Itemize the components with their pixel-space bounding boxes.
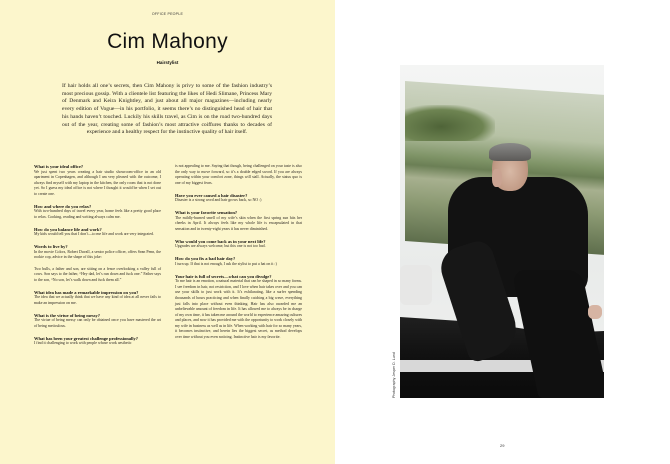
answer — [175, 216, 302, 233]
section-label: OFFICE PEOPLE — [151, 12, 184, 16]
article-title: Cim Mahony — [107, 30, 228, 53]
qa-block — [34, 204, 161, 221]
answer-paragraph: Disaster is a strong word and hair grows back, so NO :) — [175, 198, 262, 203]
answer — [175, 262, 302, 268]
answer — [175, 164, 302, 186]
qa-block — [175, 193, 302, 204]
question: What idea has made a remarkable impression on you? — [34, 289, 139, 295]
answer-paragraph: is not appealing to me. Saying that though, being challenged on your taste is also the only way to move forward, so it’s a double edged sword. If you are always operating within your comfort zone, things will stall. Actually, the status quo is one of my biggest fears. — [175, 164, 302, 185]
answer-paragraph: Two bulls, a father and son, are sitting on a fence overlooking a valley full of cows. Son says to the father, “Hey dad, let’s run down and fuck one.” Father says to the son, “No son, let’s walk down and fuck them all.” — [34, 266, 161, 282]
article-subtitle: Hairstylist — [156, 60, 179, 65]
answer-paragraph: I find it challenging to work with people whose work aesthetic — [34, 341, 132, 346]
qa-block — [34, 290, 161, 307]
qa-block — [175, 256, 302, 267]
qa-block — [34, 227, 161, 238]
question: What has been your greatest challenge professionally? — [34, 335, 139, 341]
answer — [34, 232, 161, 238]
answer-paragraph: I turn up. If that is not enough, I ask the stylist to put a hat on it :) — [175, 261, 277, 266]
question: Have you ever caused a hair disaster? — [175, 192, 248, 198]
answer-paragraph: We just spent two years creating a hair studio showroom-office in an old apartment in Copenhagen, and although I am very pleased with the outcome, I always find myself with my laptop in the kitchen, the only room that is not done yet. So I guess my ideal office is not where I thought it would be when I set out to create one. — [34, 169, 161, 196]
qa-block — [34, 313, 161, 330]
answer-paragraph: The virtue of being messy can only be obtained once you have mastered the art of being meticulous. — [34, 318, 161, 328]
landscape-trees — [405, 105, 495, 141]
question: What is the virtue of being messy? — [34, 312, 100, 318]
qa-block — [175, 210, 302, 232]
person-hand-on-cheek — [492, 169, 502, 187]
answer-paragraph: With two-hundred days of travel every year, home feels like a pretty good place to relax. Cooking, reading and writing always calm me. — [34, 209, 161, 219]
qa-block — [175, 239, 302, 250]
qa-block — [34, 164, 161, 197]
question: What is your ideal office? — [34, 164, 84, 169]
qa-block — [34, 336, 161, 347]
qa-block — [34, 244, 161, 283]
answer-paragraph: To me hair is an emotion, a natural material that can be shaped in so many forms. I see freedom in hair, not restriction, and I love when hair takes over and you can use your skills to just work with it. It’s exhilarating, like a surfer spending thousands of hours practicing and when finally catching a big wave, everything just falls into place without even thinking. Hair has also awarded me an unbelievable amount of freedom in life. It has allowed me to always be in charge of my own time, it has taken me around the world to experience amazing cultures and places, and now it has provided me with the opportunity to work closely with my wife in business as well as in life. When working with hair for so many years, it becomes instinctive, and herein lies the biggest secret, as method develops over time without you even noticing. Instinctive hair is my favorite. — [175, 279, 302, 339]
intro-paragraph: If hair holds all one’s secrets, then Cim Mahony is privy to some of the fashion industry’s most precious gossip. With a clientele list featuring the likes of Hedi Slimane, Princess Mary of Denmark and Keira Knightley, and just about all major magazines—including nearly every edition of Vogue—in his portfolio, it seems there’s no distinguished head of hair that his hands haven’t touched. Luckily his skills travel, as Cim is on the road two-hundred days out of the year, creating some of fashion’s most attractive coiffures thanks to decades of experience and a healthy respect for the instinctive quality of hair itself. — [62, 83, 272, 136]
answer-paragraph: Upgrades are always welcome, but this one is not too bad. — [175, 244, 266, 249]
answer — [34, 250, 161, 283]
question: How do you balance life and work? — [34, 226, 102, 232]
question: Words to live by? — [34, 244, 68, 250]
photo-credit: Photography Jesper D. Lund — [392, 352, 396, 398]
answer — [175, 244, 302, 250]
page-number: 29 — [500, 443, 505, 448]
chair-white-part — [400, 265, 432, 305]
qa-block — [175, 274, 302, 341]
interview-column-2 — [175, 164, 302, 347]
answer — [34, 170, 161, 198]
answer — [175, 198, 302, 204]
qa-block — [175, 164, 302, 186]
answer-paragraph: In the movie Colors, Robert Duvall, a senior police officer, offers Sean Penn, the rookie cop, advice in the shape of this joke: — [34, 249, 161, 260]
answer — [34, 295, 161, 306]
answer — [175, 279, 302, 340]
person-hand — [588, 305, 602, 319]
answer — [34, 341, 161, 347]
question: Who would you come back as in your next life? — [175, 238, 266, 244]
portrait-photo — [400, 65, 604, 398]
question: How and where do you relax? — [34, 203, 92, 209]
answer — [34, 209, 161, 220]
question: Your hair is full of secrets—what can you divulge? — [175, 273, 272, 279]
interview-column-1 — [34, 164, 161, 353]
answer-paragraph: The idea that we actually think that we have any kind of idea at all never fails to make an impression on me. — [34, 295, 161, 305]
answer-paragraph: My kids would tell you that I don’t—to me life and work are very integrated. — [34, 232, 154, 237]
question: What is your favorite sensation? — [175, 210, 238, 216]
answer-paragraph: The mildly-burned smell of my wife’s skin when the first spring sun hits her cheeks in April. It always feels like my whole life is encapsulated in that sensation and in twenty-eight years it has never diminished. — [175, 215, 302, 231]
answer — [34, 318, 161, 329]
person-hair — [489, 143, 531, 161]
question: How do you fix a bad hair day? — [175, 256, 236, 262]
